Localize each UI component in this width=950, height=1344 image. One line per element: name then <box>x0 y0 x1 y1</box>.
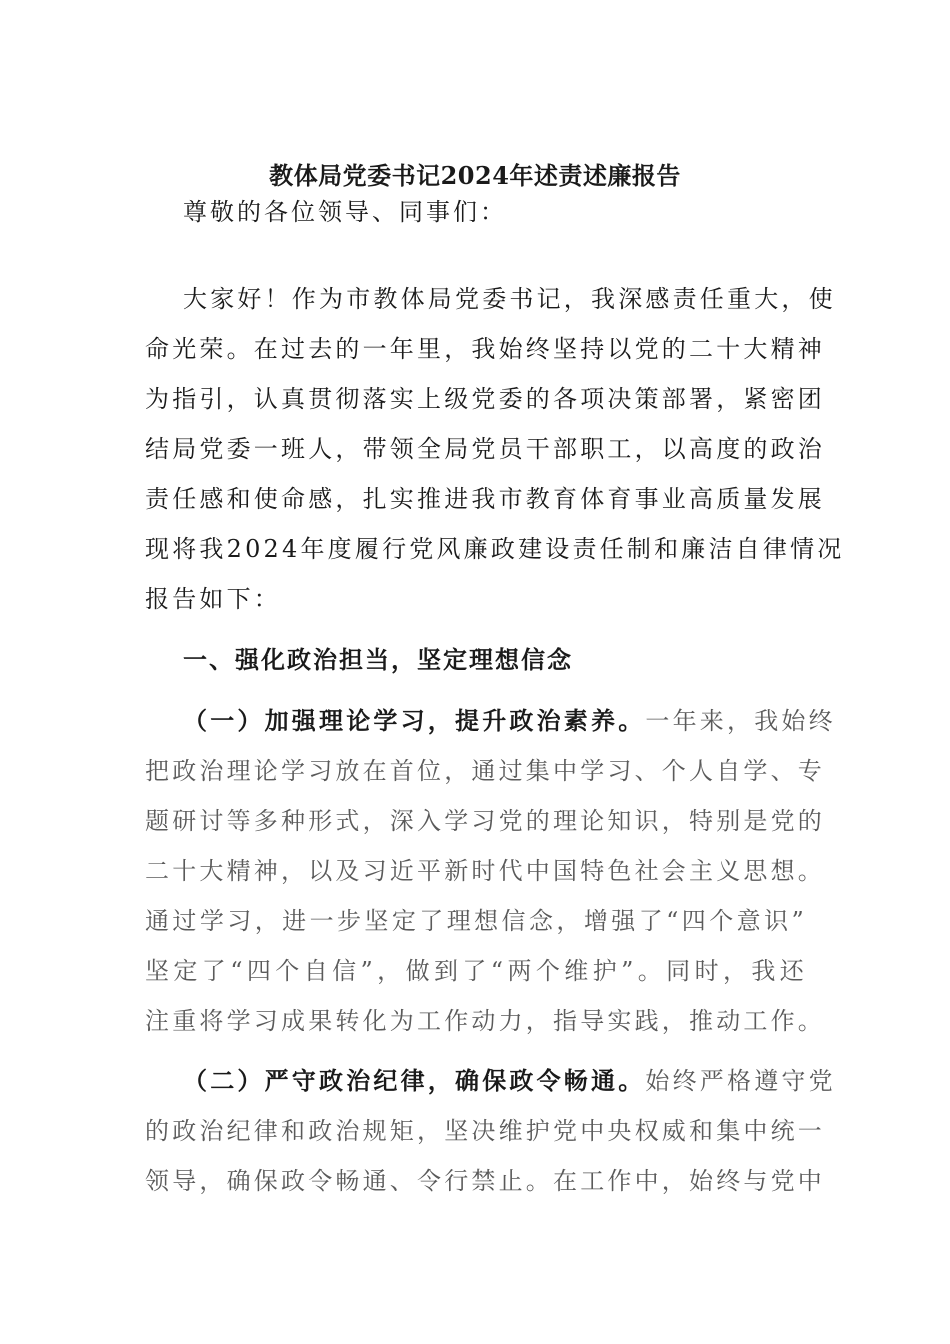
intro-line: 为指引，认真贯彻落实上级党委的各项决策部署，紧密团 <box>145 385 825 413</box>
intro-line: 现将我2024年度履行党风廉政建设责任制和廉洁自律情况 <box>145 535 845 563</box>
intro-line: 命光荣。在过去的一年里，我始终坚持以党的二十大精神 <box>145 335 825 363</box>
subsection-1-line: 注重将学习成果转化为工作动力，指导实践，推动工作。 <box>145 1007 825 1035</box>
salutation: 尊敬的各位领导、同事们： <box>183 198 507 226</box>
subsection-1-text: 一年来，我始终 <box>645 707 836 735</box>
intro-paragraph <box>145 274 845 624</box>
document-title: 教体局党委书记2024年述责述廉报告 <box>269 161 681 190</box>
subsection-2-line: 领导，确保政令畅通、令行禁止。在工作中，始终与党中 <box>145 1167 825 1195</box>
subsection-2-line: 的政治纪律和政治规矩，坚决维护党中央权威和集中统一 <box>145 1117 825 1145</box>
subsection-1-first-line <box>145 696 836 746</box>
subsection-2-heading: （二）严守政治纪律，确保政令畅通。 <box>183 1066 646 1095</box>
intro-line: 大家好！作为市教体局党委书记，我深感责任重大，使 <box>183 285 836 313</box>
subsection-1-line: 通过学习，进一步坚定了理想信念，增强了“四个意识” <box>145 907 807 935</box>
intro-line: 责任感和使命感，扎实推进我市教育体育事业高质量发展 <box>145 485 825 513</box>
subsection-1-heading: （一）加强理论学习，提升政治素养。 <box>183 706 646 735</box>
subsection-1 <box>145 696 836 1046</box>
subsection-2 <box>145 1056 836 1206</box>
intro-line: 报告如下： <box>145 585 281 613</box>
subsection-1-line: 二十大精神，以及习近平新时代中国特色社会主义思想。 <box>145 857 825 885</box>
subsection-2-first-line <box>145 1056 836 1106</box>
subsection-1-line: 题研讨等多种形式，深入学习党的理论知识，特别是党的 <box>145 807 825 835</box>
intro-line: 结局党委一班人，带领全局党员干部职工，以高度的政治 <box>145 435 825 463</box>
section-heading: 一、强化政治担当，坚定理想信念 <box>183 645 573 674</box>
subsection-2-text: 始终严格遵守党 <box>645 1067 836 1095</box>
subsection-1-line: 坚定了“四个自信”，做到了“两个维护”。同时，我还 <box>145 957 807 985</box>
subsection-1-line: 把政治理论学习放在首位，通过集中学习、个人自学、专 <box>145 757 825 785</box>
